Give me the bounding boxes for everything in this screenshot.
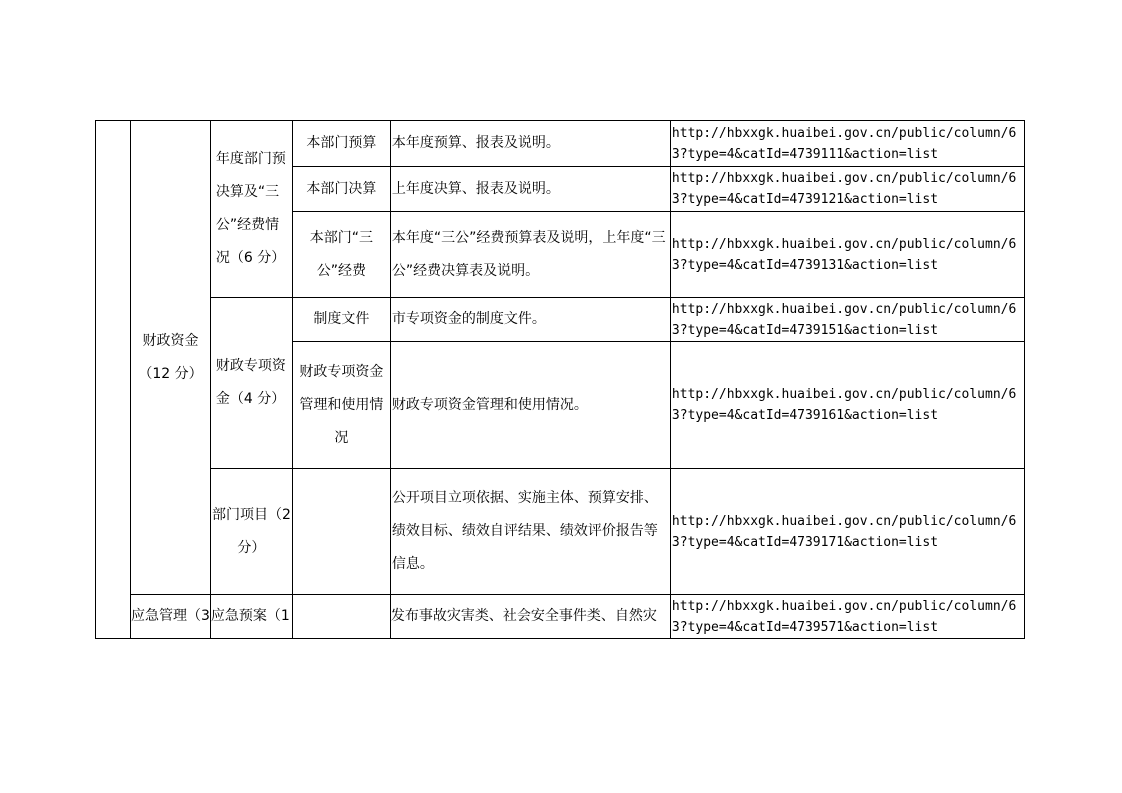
description-cell: 上年度决算、报表及说明。 <box>390 167 670 212</box>
url-link[interactable]: http://hbxxgk.huaibei.gov.cn/public/column/63?type=4&catId=4739121&action=list <box>670 167 1024 212</box>
url-link[interactable]: http://hbxxgk.huaibei.gov.cn/public/column/63?type=4&catId=4739161&action=list <box>670 342 1024 469</box>
category-cell <box>96 121 131 639</box>
url-link[interactable]: http://hbxxgk.huaibei.gov.cn/public/column/63?type=4&catId=4739171&action=list <box>670 469 1024 595</box>
subgroup-budget-cell: 年度部门预决算及“三公”经费情况（6 分） <box>210 121 292 298</box>
subgroup-plan-cell: 应急预案（1 <box>210 595 292 639</box>
subgroup-special-cell: 财政专项资金（4 分） <box>210 298 292 469</box>
item-cell: 财政专项资金管理和使用情况 <box>292 342 390 469</box>
url-link[interactable]: http://hbxxgk.huaibei.gov.cn/public/column/63?type=4&catId=4739131&action=list <box>670 212 1024 298</box>
item-cell: 本部门“三公”经费 <box>292 212 390 298</box>
description-cell: 公开项目立项依据、实施主体、预算安排、绩效目标、绩效自评结果、绩效评价报告等信息。 <box>390 469 670 595</box>
description-cell: 本年度预算、报表及说明。 <box>390 121 670 167</box>
group-emergency-cell: 应急管理（3 <box>131 595 211 639</box>
table-row <box>96 121 1025 167</box>
item-cell: 本部门预算 <box>292 121 390 167</box>
item-cell: 本部门决算 <box>292 167 390 212</box>
description-cell: 发布事故灾害类、社会安全事件类、自然灾 <box>390 595 670 639</box>
item-cell <box>292 469 390 595</box>
item-cell <box>292 595 390 639</box>
group-fiscal-cell: 财政资金（12 分） <box>131 121 211 595</box>
description-cell: 市专项资金的制度文件。 <box>390 298 670 342</box>
table-row <box>96 298 1025 342</box>
description-cell: 本年度“三公”经费预算表及说明，上年度“三公”经费决算表及说明。 <box>390 212 670 298</box>
item-cell: 制度文件 <box>292 298 390 342</box>
url-link[interactable]: http://hbxxgk.huaibei.gov.cn/public/column/63?type=4&catId=4739151&action=list <box>670 298 1024 342</box>
url-link[interactable]: http://hbxxgk.huaibei.gov.cn/public/column/63?type=4&catId=4739571&action=list <box>670 595 1024 639</box>
disclosure-table <box>95 120 1025 639</box>
url-link[interactable]: http://hbxxgk.huaibei.gov.cn/public/column/63?type=4&catId=4739111&action=list <box>670 121 1024 167</box>
subgroup-project-cell: 部门项目（2 分） <box>210 469 292 595</box>
description-cell: 财政专项资金管理和使用情况。 <box>390 342 670 469</box>
table-row <box>96 595 1025 639</box>
table-row <box>96 469 1025 595</box>
